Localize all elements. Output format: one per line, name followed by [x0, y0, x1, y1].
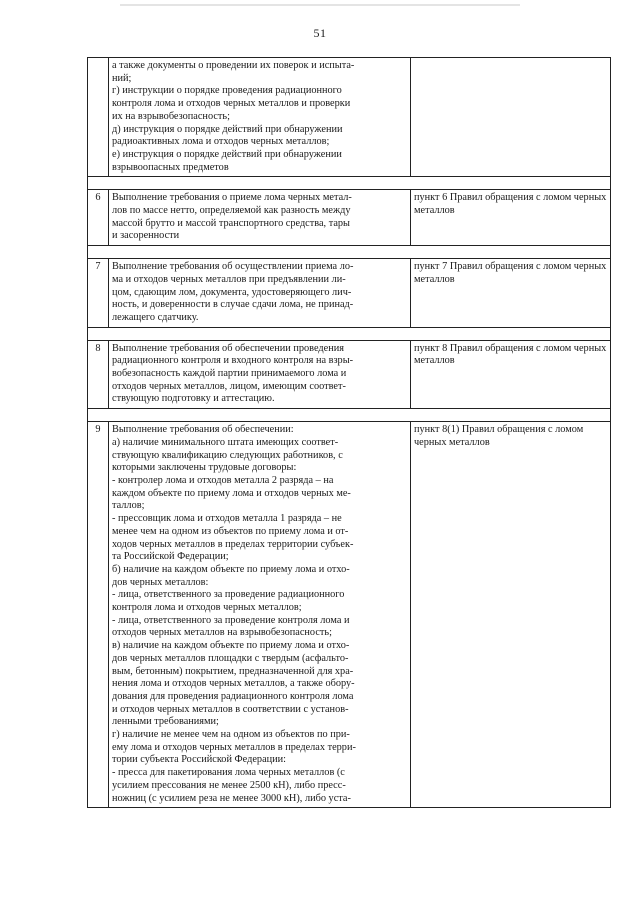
row-number: 9	[88, 422, 109, 808]
requirement-cell	[109, 422, 411, 808]
requirement-text-line: - пресса для пакетирования лома черных металлов (с	[112, 767, 345, 779]
requirement-text-line: дов черных металлов:	[112, 576, 209, 588]
row-number	[88, 58, 109, 177]
requirement-text-line: отходов черных металлов, лицом, имеющим соответ-	[112, 380, 346, 392]
row-separator-cell	[88, 246, 611, 259]
row-separator	[88, 327, 611, 340]
requirement-text-line: д) инструкция о порядке действий при обнаружении	[112, 123, 343, 135]
requirement-text-line: ножниц (с усилием реза не менее 3000 кН), либо уста-	[112, 792, 351, 804]
requirement-text-line: вым, бетонным) покрытием, предназначенной для хра-	[112, 665, 354, 677]
requirement-text-line: нения лома и отходов черных металлов, а также обору-	[112, 678, 355, 690]
row-separator-cell	[88, 327, 611, 340]
requirement-text-line: ствующую квалификацию следующих работников, с	[112, 449, 343, 461]
requirement-text-line: менее чем на одном из объектов по приему лома и от-	[112, 525, 349, 537]
row-number: 6	[88, 190, 109, 246]
requirement-text-line: дования для проведения радиационного контроля лома	[112, 690, 354, 702]
requirement-text-line: - лица, ответственного за проведение контроля лома и	[112, 614, 350, 626]
requirement-text-line: массой брутто и массой транспортного средства, тары	[112, 217, 350, 229]
requirement-text-line: а) наличие минимального штата имеющих соответ-	[112, 436, 339, 448]
requirement-text-line: каждом объекте по приему лома и отходов черных ме-	[112, 487, 351, 499]
row-number: 8	[88, 340, 109, 409]
requirement-cell	[109, 190, 411, 246]
requirement-text-line: г) инструкции о порядке проведения радиационного	[112, 85, 342, 97]
legal-reference-cell: пункт 7 Правил обращения с ломом черных металлов	[411, 259, 611, 328]
requirement-text-line: ма и отходов черных металлов при предъявлении ли-	[112, 273, 346, 285]
row-separator	[88, 246, 611, 259]
requirement-text-line: а также документы о проведении их поверок и испыта-	[112, 60, 355, 71]
requirement-cell	[109, 58, 411, 177]
legal-reference-cell: пункт 8 Правил обращения с ломом черных металлов	[411, 340, 611, 409]
table-row	[88, 259, 611, 328]
requirement-text-line: ний;	[112, 72, 132, 84]
requirement-text-line: усилием прессования не менее 2500 кН), либо пресс-	[112, 779, 346, 791]
requirement-text-line: тории субъекта Российской Федерации:	[112, 754, 287, 766]
scan-artifact	[120, 4, 520, 6]
legal-reference-cell: пункт 8(1) Правил обращения с ломом черных металлов	[411, 422, 611, 808]
requirement-text-line: ходов черных металлов в пределах территории субъек-	[112, 538, 354, 550]
row-separator	[88, 409, 611, 422]
requirement-text-line: контроля лома и отходов черных металлов и проверки	[112, 98, 351, 110]
requirements-table-body	[88, 58, 611, 808]
requirement-text-line: таллов;	[112, 500, 145, 512]
requirement-text-line: дов черных металлов площадки с твердым (асфальто-	[112, 652, 349, 664]
requirement-text-line: контроля лома и отходов черных металлов;	[112, 602, 302, 614]
requirement-text-line: и засоренности	[112, 230, 180, 242]
requirements-table-wrapper	[87, 57, 610, 808]
requirement-text-line: Выполнение требования о приеме лома черных метал-	[112, 192, 352, 204]
row-number: 7	[88, 259, 109, 328]
requirement-cell	[109, 259, 411, 328]
requirement-text-line: ность, и доверенности в случае сдачи лома, не принад-	[112, 299, 354, 311]
row-separator-cell	[88, 409, 611, 422]
requirement-text-line: г) наличие не менее чем на одном из объектов по при-	[112, 729, 350, 741]
requirement-cell	[109, 340, 411, 409]
requirement-text-line: радиационного контроля и входного контроля на взры-	[112, 355, 354, 367]
requirement-text-line: - прессовщик лома и отходов металла 1 разряда – не	[112, 513, 342, 525]
requirement-text-line: ствующую подготовку и аттестацию.	[112, 393, 275, 405]
requirements-table	[87, 57, 611, 808]
requirement-text-line: Выполнение требования об осуществлении приема ло-	[112, 261, 354, 273]
table-row	[88, 340, 611, 409]
page-number: 51	[313, 26, 327, 40]
legal-reference-cell	[411, 58, 611, 177]
table-row	[88, 422, 611, 808]
row-separator	[88, 177, 611, 190]
requirement-text-line: е) инструкция о порядке действий при обнаружении	[112, 148, 342, 160]
requirement-text-line: ему лома и отходов черных металлов в пределах терри-	[112, 741, 356, 753]
requirement-text-line: цом, сдающим лом, документа, удостоверяющего лич-	[112, 286, 352, 298]
requirement-text-line: - лица, ответственного за проведение радиационного	[112, 589, 345, 601]
requirement-text-line: которыми заключены трудовые договоры:	[112, 462, 297, 474]
requirement-text-line: взрывоопасных предметов	[112, 161, 229, 173]
requirement-text-line: и отходов черных металлов в соответствии с установ-	[112, 703, 349, 715]
table-row	[88, 190, 611, 246]
requirement-text-line: б) наличие на каждом объекте по приему лома и отхо-	[112, 563, 350, 575]
requirement-text-line: отходов черных металлов на взрывобезопасность;	[112, 627, 332, 639]
requirement-text-line: вобезопасность каждой партии принимаемого лома и	[112, 368, 347, 380]
requirement-text-line: - контролер лома и отходов металла 2 разряда – на	[112, 474, 334, 486]
requirement-text-line: лежащего сдатчику.	[112, 311, 199, 323]
requirement-text-line: лов по массе нетто, определяемой как разность между	[112, 205, 351, 217]
requirement-text-line: Выполнение требования об обеспечении проведения	[112, 342, 344, 354]
requirement-text-line: та Российской Федерации;	[112, 551, 229, 563]
row-separator-cell	[88, 177, 611, 190]
requirement-text-line: в) наличие на каждом объекте по приему лома и отхо-	[112, 640, 350, 652]
legal-reference-cell: пункт 6 Правил обращения с ломом черных металлов	[411, 190, 611, 246]
requirement-text-line: ленными требованиями;	[112, 716, 219, 728]
requirement-text-line: Выполнение требования об обеспечении:	[112, 424, 294, 436]
requirement-text-line: их на взрывобезопасность;	[112, 110, 230, 122]
table-row	[88, 58, 611, 177]
requirement-text-line: радиоактивных лома и отходов черных металлов;	[112, 136, 330, 148]
